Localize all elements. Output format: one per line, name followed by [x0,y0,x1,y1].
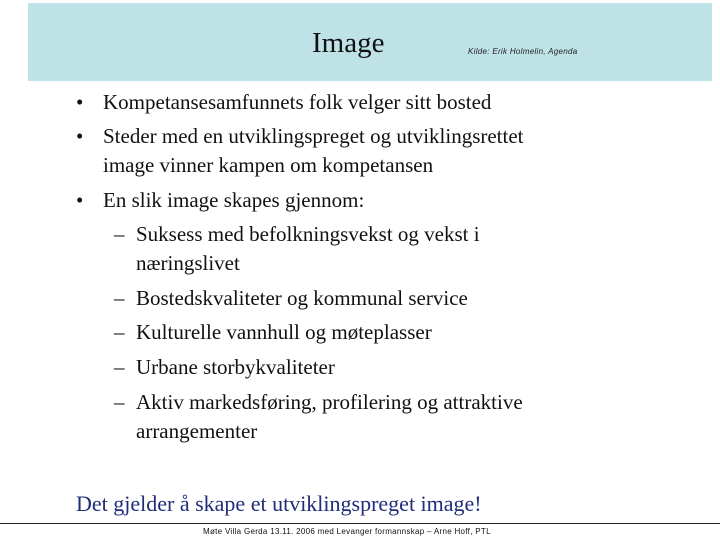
bullet-line: Steder med en utviklingspreget og utviklingsrettet [103,124,524,148]
subbullet-marker: – [114,390,125,414]
subbullet-marker: – [114,286,125,310]
subbullet-marker: – [114,222,125,246]
subbullet-marker: – [114,355,125,379]
bullet-marker: • [76,90,84,114]
footer-divider [0,523,720,524]
subbullet-line: arrangementer [136,419,258,443]
subbullet-marker: – [114,320,125,344]
footer-text: Møte Villa Gerda 13.11. 2006 med Levanger formannskap – Arne Hoff, PTL [203,527,491,536]
bullet-marker: • [76,188,84,212]
subbullet-line: Bostedskvaliteter og kommunal service [136,286,468,310]
bullet-marker: • [76,124,84,148]
bullet-line: Kompetansesamfunnets folk velger sitt bosted [103,90,492,114]
source-credit: Kilde: Erik Holmelin, Agenda [468,47,578,56]
slide-title: Image [312,27,385,59]
conclusion-statement: Det gjelder å skape et utviklingspreget image! [76,491,482,516]
bullet-line: image vinner kampen om kompetansen [103,153,434,177]
subbullet-line: Suksess med befolkningsvekst og vekst i [136,222,480,246]
subbullet-line: næringslivet [136,251,240,275]
subbullet-line: Urbane storbykvaliteter [136,355,335,379]
subbullet-line: Kulturelle vannhull og møteplasser [136,320,432,344]
bullet-line: En slik image skapes gjennom: [103,188,365,212]
subbullet-line: Aktiv markedsføring, profilering og attraktive [136,390,523,414]
